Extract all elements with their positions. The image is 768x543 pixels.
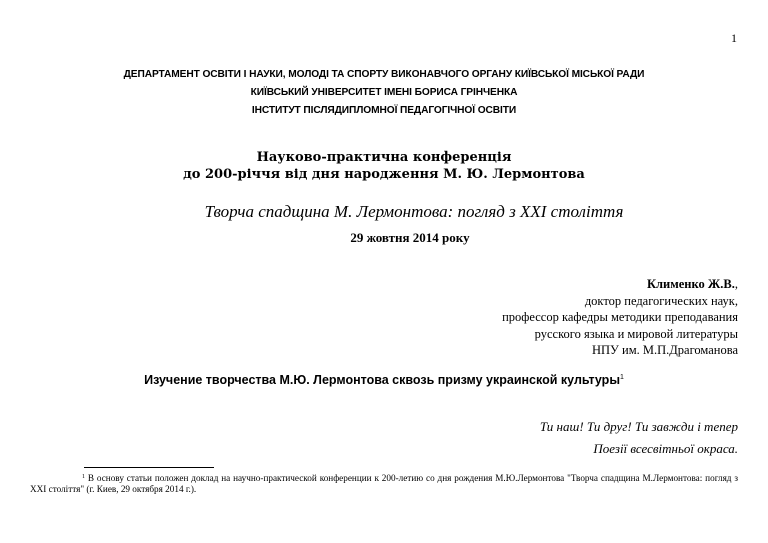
- footnote-separator: [84, 467, 214, 468]
- footnote: [30, 472, 738, 495]
- author-name-line: [502, 276, 738, 293]
- header-department: ДЕПАРТАМЕНТ ОСВІТИ І НАУКИ, МОЛОДІ ТА СПОРТУ ВИКОНАВЧОГО ОРГАНУ КИЇВСЬКОЇ МІСЬКОЇ РАДИ: [123, 69, 645, 80]
- epigraph-line2: Поезії всесвітньої окраса.: [593, 441, 738, 456]
- page-number: 1: [731, 31, 737, 45]
- epigraph-line1: Ти наш! Ти друг! Ти завжди і тепер: [539, 419, 738, 434]
- author-position-line2: русского языка и мировой литературы: [534, 326, 738, 341]
- conference-subtitle: до 200-річчя від дня народження М. Ю. Лермонтова: [183, 167, 585, 182]
- conference-date: 29 жовтня 2014 року: [350, 230, 470, 245]
- conference-theme: Творча спадщина М. Лермонтова: погляд з ХХІ століття: [204, 202, 624, 221]
- article-title: Изучение творчества М.Ю. Лермонтова сквозь призму украинской культуры: [144, 373, 620, 387]
- conference-title: Науково-практична конференція: [256, 150, 512, 165]
- header-university: КИЇВСЬКИЙ УНІВЕРСИТЕТ ІМЕНІ БОРИСА ГРІНЧЕНКА: [250, 87, 518, 98]
- footnote-marker: 1: [82, 474, 85, 480]
- author-block: [502, 276, 738, 359]
- article-title-line: [0, 373, 768, 387]
- author-institution: НПУ им. М.П.Драгоманова: [591, 343, 738, 357]
- author-position-line1: профессор кафедры методики преподавания: [502, 310, 738, 324]
- author-degree: доктор педагогических наук,: [584, 293, 738, 308]
- author-name-suffix: ,: [734, 277, 738, 291]
- footnote-reference: 1: [620, 374, 624, 381]
- author-name: Клименко Ж.В.: [646, 277, 735, 291]
- footnote-text: В основу статьи положен доклад на научно-практической конференции к 200-летию со дня рождения М.Ю.Лермонтова "Творча спадщина М.Лермонтова: погляд з ХХІ століття" (г. Киев, 29 октября 2014 г.).: [30, 473, 738, 494]
- header-institute: ІНСТИТУТ ПІСЛЯДИПЛОМНОЇ ПЕДАГОГІЧНОЇ ОСВІТИ: [251, 105, 517, 116]
